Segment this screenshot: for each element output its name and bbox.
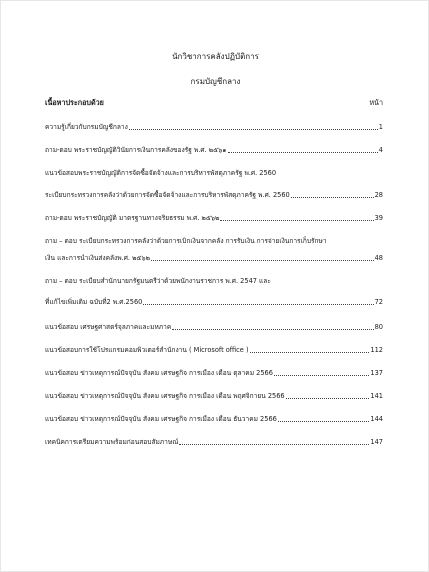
toc-entry-page: 112 [370, 346, 383, 354]
page-column-label: หน้า [369, 98, 383, 107]
document-title: นักวิชาการคลังปฏิบัติการ [172, 52, 259, 61]
toc-entry [45, 146, 383, 154]
toc-entry-text: แนวข้อสอบ ข่าวเหตุการณ์ปัจจุบัน สังคม เศรษฐกิจ การเมือง เดือน ธันวาคม 2566 [45, 415, 277, 423]
contents-label: เนื้อหาประกอบด้วย [45, 98, 104, 107]
toc-entry-text: แนวข้อสอบ เศรษฐศาสตร์จุลภาคและมหภาค [45, 323, 172, 331]
toc-entry-page: 28 [374, 191, 383, 199]
dot-leader [129, 124, 378, 130]
toc-entry-page: 39 [374, 214, 383, 222]
toc-entry-page: 137 [370, 369, 383, 377]
toc-entry [45, 214, 383, 222]
toc-entry-text: ที่แก้ไขเพิ่มเติม ฉบับที่2 พ.ศ.2560 [45, 298, 143, 306]
toc-entry-text: ระเบียบกระทรวงการคลังว่าด้วยการจัดซื้อจัดจ้างและการบริหารพัสดุภาครัฐ พ.ศ. 2560 [45, 191, 290, 199]
toc-entry-page: 72 [374, 298, 383, 306]
toc-entry-page: 48 [374, 254, 383, 262]
toc-entry-text: แนวข้อสอบ ข่าวเหตุการณ์ปัจจุบัน สังคม เศรษฐกิจ การเมือง เดือน พฤศจิกายน 2566 [45, 392, 285, 400]
dot-leader [250, 347, 370, 353]
toc-entry-page: 4 [378, 146, 383, 154]
toc-entry [45, 254, 383, 262]
toc-entry-text: แนวข้อสอบ ข่าวเหตุการณ์ปัจจุบัน สังคม เศรษฐกิจ การเมือง เดือน ตุลาคม 2566 [45, 369, 273, 377]
dot-leader [151, 255, 374, 261]
toc-entry-page: 80 [374, 323, 383, 331]
toc-entry-page: 141 [370, 392, 383, 400]
toc-header [45, 98, 383, 109]
dot-leader [179, 439, 369, 445]
dot-leader [274, 370, 369, 376]
toc-entry-line: แนวข้อสอบพระราชบัญญัติการจัดซื้อจัดจ้างและการบริหารพัสดุภาครัฐ พ.ศ. 2560 [45, 169, 277, 177]
document-subtitle: กรมบัญชีกลาง [190, 77, 241, 86]
toc-entry [45, 323, 383, 331]
toc-entry-line: ถาม – ตอบ ระเบียบสำนักนายกรัฐมนตรีว่าด้วยพนักงานราชการ พ.ศ. 2547 และ [45, 277, 271, 285]
toc-entry-line: ถาม – ตอบ ระเบียบกระทรวงการคลังว่าด้วยการเบิกเงินจากคลัง การรับเงิน การจ่ายเงินการเก็บรักษา [45, 237, 327, 245]
dot-leader [278, 416, 370, 422]
toc-entry-text: เงิน และการนำเงินส่งคลังพ.ศ. ๒๕๖๒ [45, 254, 150, 262]
dot-leader [172, 324, 373, 330]
toc-entry-text: เทคนิคการเตรียมความพร้อมก่อนสอบสัมภาษณ์ [45, 438, 179, 446]
toc-entry [45, 369, 383, 377]
toc-entry [45, 191, 383, 199]
dot-leader [143, 299, 373, 305]
toc-entry-text: ถาม-ตอบ พระราชบัญญัติวินัยการเงินการคลังของรัฐ พ.ศ. ๒๕๖๑ [45, 146, 227, 154]
toc-entry [45, 346, 383, 354]
toc-entry [45, 392, 383, 400]
dot-leader [220, 215, 373, 221]
toc-entry-page: 147 [370, 438, 383, 446]
dot-leader [291, 192, 374, 198]
toc-entry [45, 123, 383, 131]
toc-entry [45, 298, 383, 306]
toc-entry-text: ความรู้เกี่ยวกับกรมบัญชีกลาง [45, 123, 128, 131]
toc-entry [45, 415, 383, 423]
dot-leader [228, 147, 378, 153]
toc-entry-page: 144 [370, 415, 383, 423]
toc-entry-text: แนวข้อสอบการใช้โปรแกรมคอมพิวเตอร์สำนักงาน ( Microsoft office ) [45, 346, 249, 354]
toc-entry-text: ถาม-ตอบ พระราชบัญญัติ มาตรฐานทางจริยธรรม พ.ศ. ๒๕๖๒ [45, 214, 220, 222]
toc-entry-page: 1 [378, 123, 383, 131]
dot-leader [286, 393, 370, 399]
toc-entry [45, 438, 383, 446]
